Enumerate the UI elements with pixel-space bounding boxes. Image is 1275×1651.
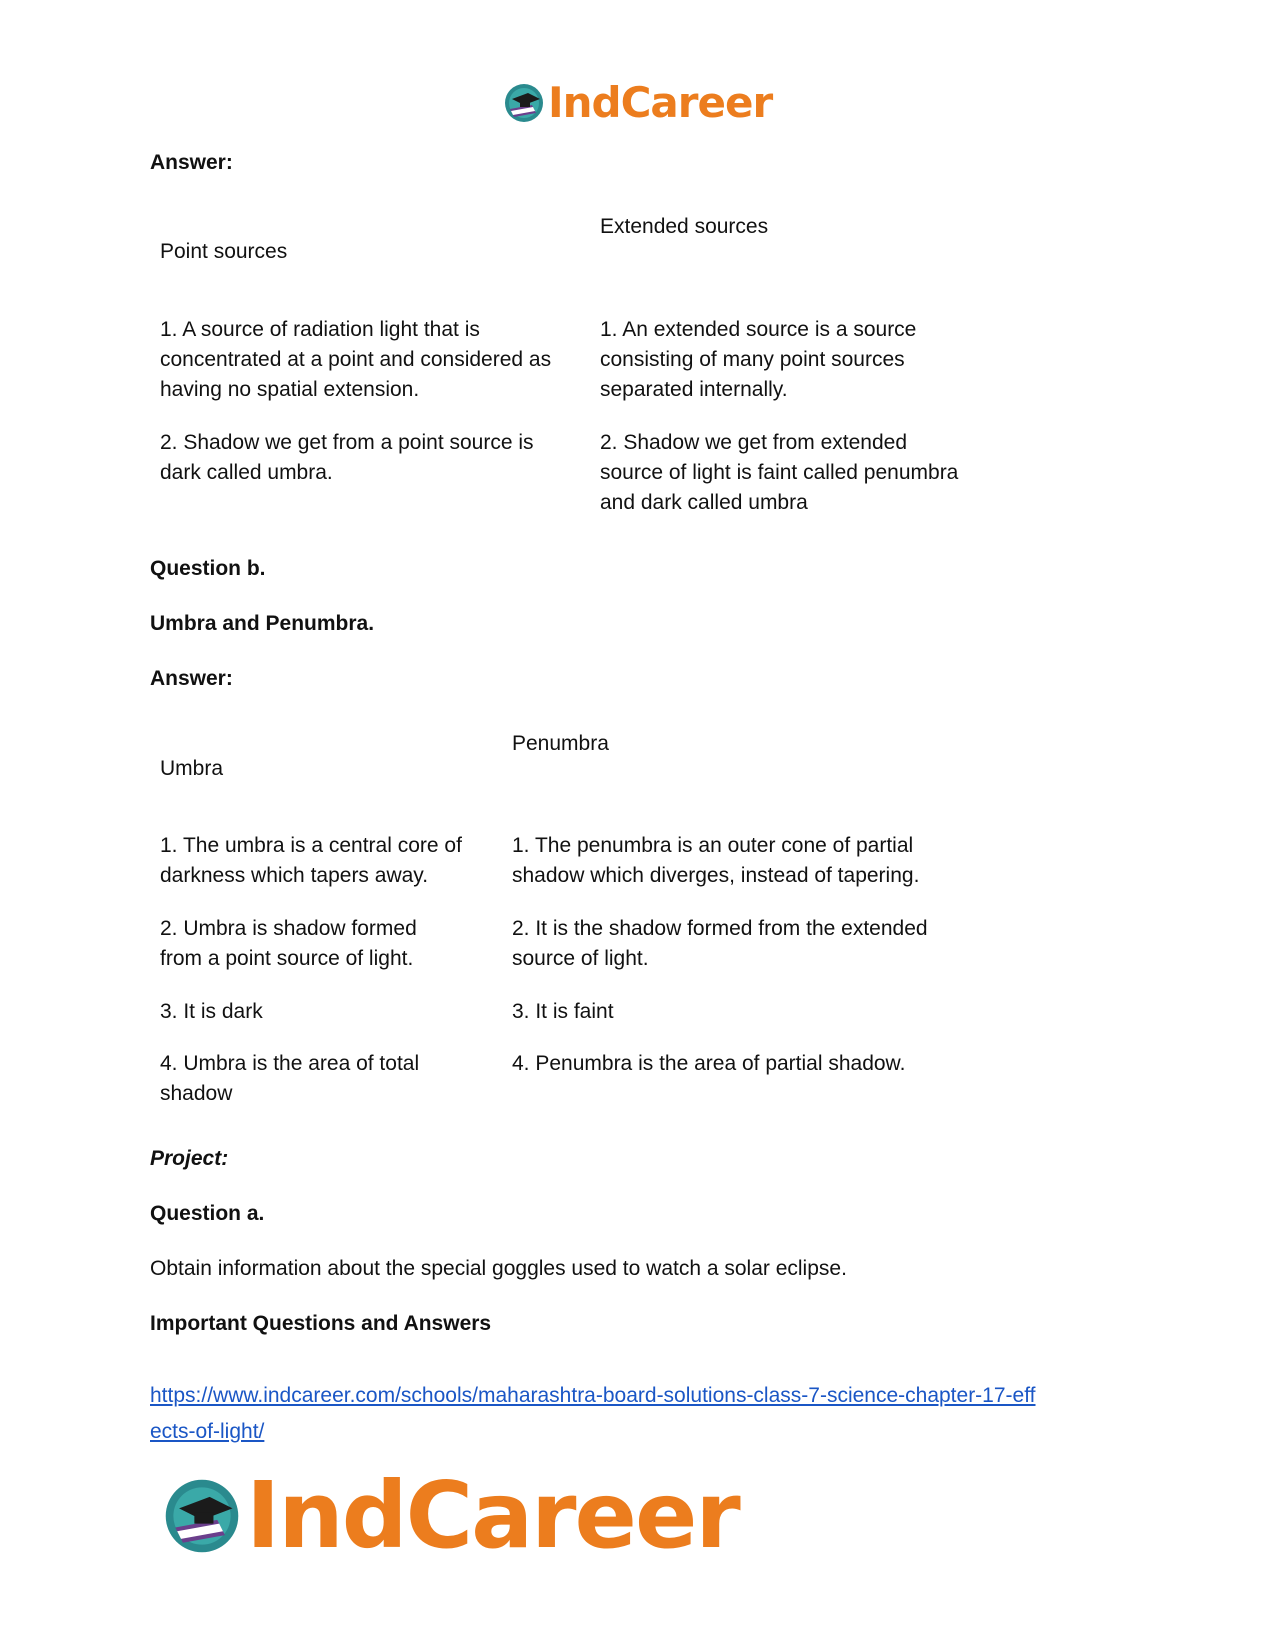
table2-row2-umbra: 2. Umbra is shadow formed from a point source of light.	[160, 917, 417, 970]
table2-row4-penumbra: 4. Penumbra is the area of partial shadow.	[512, 1052, 906, 1075]
important-questions-heading: Important Questions and Answers	[150, 1312, 492, 1335]
graduation-cap-book-icon	[502, 81, 546, 125]
obtain-information-text: Obtain information about the special goggles used to watch a solar eclipse.	[150, 1257, 847, 1280]
indcareer-logo-top	[502, 80, 772, 126]
table2-header-umbra: Umbra	[160, 757, 224, 780]
answer-heading-1: Answer:	[150, 151, 233, 174]
answer-heading-2: Answer:	[150, 667, 233, 690]
question-b-heading: Question b.	[150, 557, 266, 580]
table2-row1-umbra: 1. The umbra is a central core of darkness which tapers away.	[160, 834, 462, 887]
article-link[interactable]	[150, 1378, 1150, 1450]
article-link-line1[interactable]: https://www.indcareer.com/schools/maharashtra-board-solutions-class-7-science-chapter-17-eff	[150, 1384, 1036, 1407]
article-link-line2[interactable]: ects-of-light/	[150, 1420, 265, 1443]
table1-row2-point: 2. Shadow we get from a point source is dark called umbra.	[160, 431, 534, 484]
table2-row2-penumbra: 2. It is the shadow formed from the extended source of light.	[512, 917, 928, 970]
table2-row3-umbra: 3. It is dark	[160, 1000, 263, 1023]
table2-row1-penumbra: 1. The penumbra is an outer cone of partial shadow which diverges, instead of tapering.	[512, 834, 920, 887]
table1-row1-point: 1. A source of radiation light that is concentrated at a point and considered as having no spatial extension.	[160, 318, 552, 401]
table1-row1-extended: 1. An extended source is a source consisting of many point sources separated internally.	[600, 318, 917, 401]
table1-row2-extended: 2. Shadow we get from extended source of light is faint called penumbra and dark called umbra	[600, 431, 959, 514]
question-a-heading: Question a.	[150, 1202, 265, 1225]
table1-header-extended: Extended sources	[600, 215, 769, 238]
brand-wordmark-large: IndCareer	[246, 1462, 739, 1569]
table2-row3-penumbra: 3. It is faint	[512, 1000, 614, 1023]
table2-header-penumbra: Penumbra	[512, 732, 609, 755]
table2-row4-umbra: 4. Umbra is the area of total shadow	[160, 1052, 420, 1105]
project-heading: Project:	[150, 1147, 229, 1170]
umbra-penumbra-heading: Umbra and Penumbra.	[150, 612, 375, 635]
brand-wordmark: IndCareer	[548, 78, 773, 127]
graduation-cap-book-icon	[160, 1474, 244, 1558]
indcareer-logo-bottom	[160, 1462, 739, 1569]
table1-header-point: Point sources	[160, 240, 288, 263]
